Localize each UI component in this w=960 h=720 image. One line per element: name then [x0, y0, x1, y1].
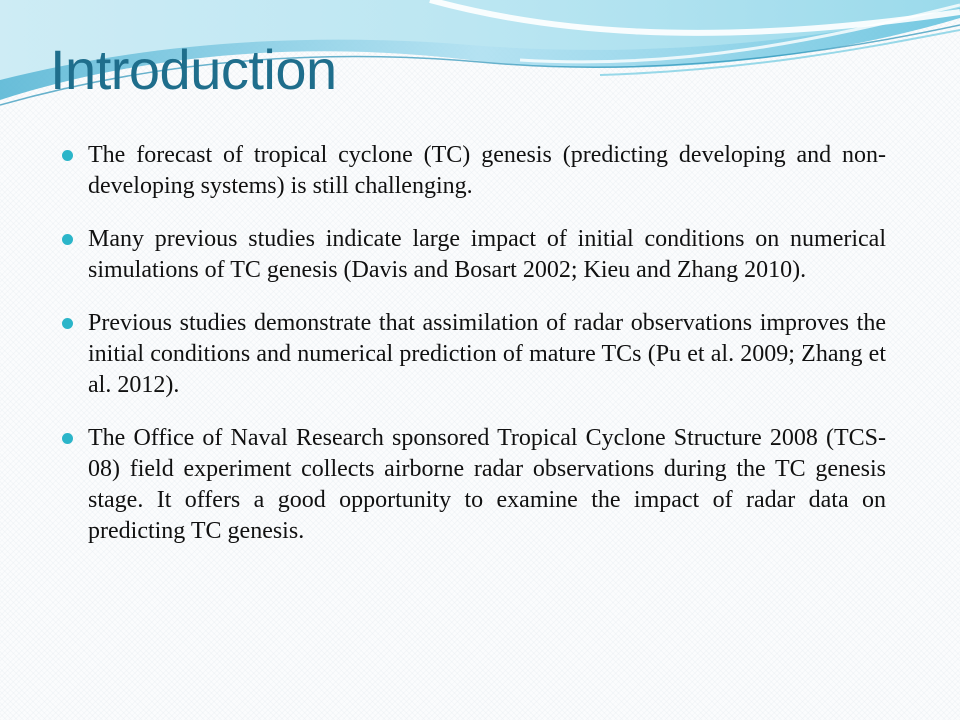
bullet-dot-icon	[62, 318, 73, 329]
bullet-text: The forecast of tropical cyclone (TC) genesis (predicting developing and non-developing systems) is still challenging.	[88, 142, 886, 199]
bullet-item	[60, 308, 886, 401]
bullet-item	[60, 140, 886, 202]
slide-title: Introduction	[50, 38, 337, 101]
bullet-text: Many previous studies indicate large impact of initial conditions on numerical simulations of TC genesis (Davis and Bosart 2002; Kieu and Zhang 2010).	[88, 226, 886, 283]
bullet-list	[60, 140, 886, 569]
bullet-dot-icon	[62, 234, 73, 245]
bullet-dot-icon	[62, 433, 73, 444]
bullet-item	[60, 423, 886, 547]
bullet-text: The Office of Naval Research sponsored Tropical Cyclone Structure 2008 (TCS-08) field experiment collects airborne radar observations during the TC genesis stage. It offers a good opportunity to examine the impact of radar data on predicting TC genesis.	[88, 425, 886, 544]
bullet-item	[60, 224, 886, 286]
bullet-dot-icon	[62, 150, 73, 161]
bullet-text: Previous studies demonstrate that assimilation of radar observations improves the initial conditions and numerical prediction of mature TCs (Pu et al. 2009; Zhang et al. 2012).	[88, 310, 886, 398]
